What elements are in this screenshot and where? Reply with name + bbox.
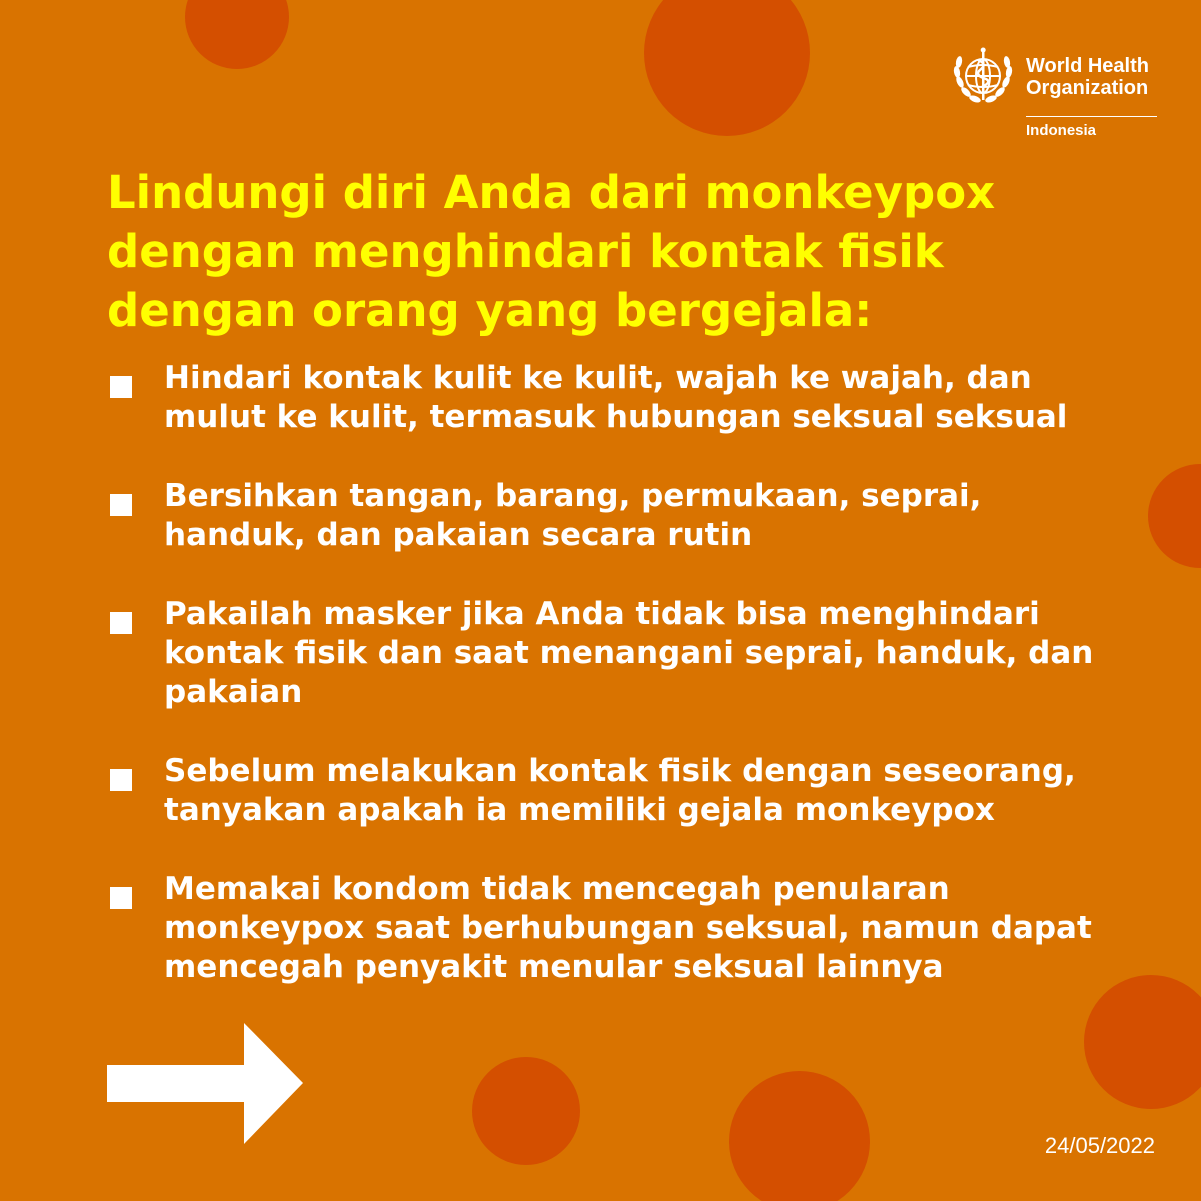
decorative-dot xyxy=(644,0,810,136)
tip-item xyxy=(110,752,1170,830)
headline-line1: Lindungi diri Anda dari monkeypox xyxy=(107,166,996,219)
tip-line: Bersihkan tangan, barang, permukaan, seprai, xyxy=(164,478,982,514)
tips-list xyxy=(110,359,1170,1027)
tip-item xyxy=(110,477,1170,555)
logo-country: Indonesia xyxy=(1026,122,1097,139)
square-bullet-icon xyxy=(110,612,132,634)
square-bullet-icon xyxy=(110,769,132,791)
square-bullet-icon xyxy=(110,887,132,909)
tip-line: pakaian xyxy=(164,674,303,710)
tip-line: Hindari kontak kulit ke kulit, wajah ke wajah, dan xyxy=(164,360,1032,396)
headline xyxy=(107,163,1107,340)
tip-line: monkeypox saat berhubungan seksual, namun dapat xyxy=(164,910,1092,946)
who-logo xyxy=(948,42,1160,139)
decorative-dot xyxy=(185,0,289,69)
tip-line: mulut ke kulit, termasuk hubungan seksual seksual xyxy=(164,399,1068,435)
tip-line: Memakai kondom tidak mencegah penularan xyxy=(164,871,950,907)
tip-line: tanyakan apakah ia memiliki gejala monkeypox xyxy=(164,792,995,828)
arrow-right-icon[interactable] xyxy=(107,1023,303,1144)
tip-item xyxy=(110,359,1170,437)
tip-line: mencegah penyakit menular seksual lainnya xyxy=(164,949,944,985)
tip-item xyxy=(110,595,1170,712)
tip-line: Sebelum melakukan kontak fisik dengan seseorang, xyxy=(164,753,1076,789)
tip-item xyxy=(110,870,1170,987)
square-bullet-icon xyxy=(110,376,132,398)
headline-line2: dengan menghindari kontak fisik xyxy=(107,225,944,278)
square-bullet-icon xyxy=(110,494,132,516)
tip-line: Pakailah masker jika Anda tidak bisa menghindari xyxy=(164,596,1040,632)
logo-name-line2: Organization xyxy=(1026,77,1149,99)
headline-line3: dengan orang yang bergejala: xyxy=(107,284,873,337)
decorative-dot xyxy=(472,1057,580,1165)
who-emblem-icon xyxy=(948,42,1018,112)
decorative-dot xyxy=(729,1071,870,1201)
publish-date: 24/05/2022 xyxy=(1044,1133,1155,1158)
logo-divider xyxy=(1026,116,1157,117)
tip-line: handuk, dan pakaian secara rutin xyxy=(164,517,753,553)
logo-name-line1: World Health xyxy=(1026,55,1149,77)
tip-line: kontak fisik dan saat menangani seprai, handuk, dan xyxy=(164,635,1094,671)
